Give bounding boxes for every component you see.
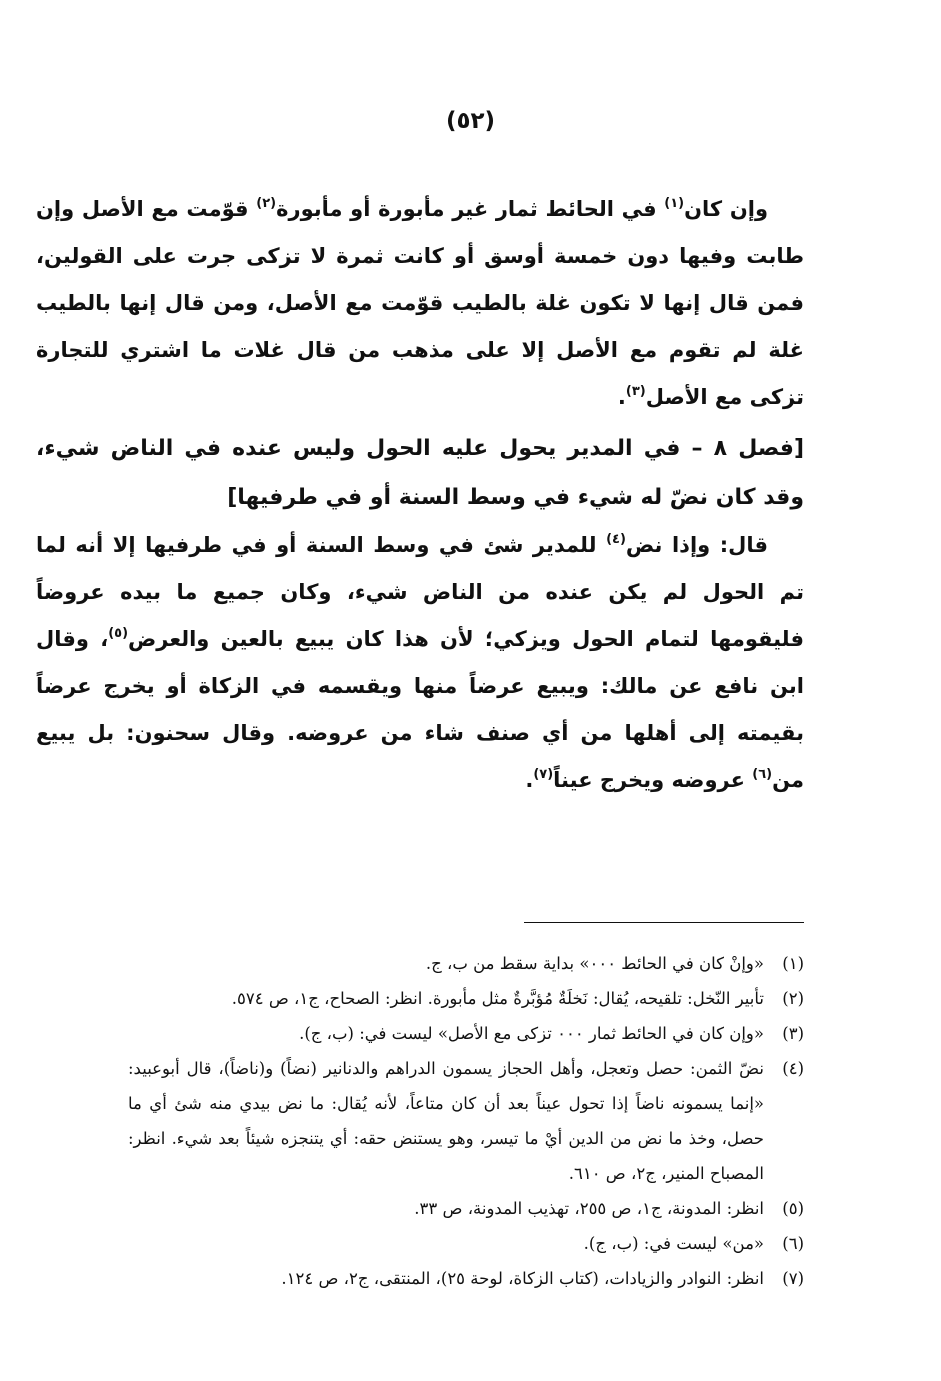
footnote-item [128, 1191, 804, 1226]
footnote-item [128, 1051, 804, 1191]
page-number: (٥٢) [445, 108, 496, 134]
main-text [36, 186, 804, 804]
footnote-item [128, 1016, 804, 1051]
paragraph-2-text: . [525, 768, 534, 792]
footnote-number: (٢) [782, 989, 804, 1008]
footnote-item [128, 1261, 804, 1296]
paragraph-2-text: قال: وإذا نض [625, 533, 768, 557]
footnote-ref-7: (٧) [533, 767, 554, 782]
footnotes [128, 946, 804, 1296]
footnote-ref-2: (٢) [256, 196, 277, 211]
footnote-ref-3: (٣) [625, 384, 646, 399]
footnote-number: (١) [782, 954, 804, 973]
paragraph-2-text: للمدير شئ في وسط السنة أو في طرفيها إلا أنه لما تم الحول لم يكن عنده من الناض شيء، وكان جميع ما بيده عروضاً فليقومها لتمام الحول ويزكي؛ لأن هذا كان يبيع بالعين والعرض [36, 533, 804, 651]
footnote-ref-5: (٥) [108, 626, 129, 641]
footnote-text: نضّ الثمن: حصل وتعجل، وأهل الحجاز يسمون الدراهم والدنانير (نضاً) و(ناضاً)، قال أبوعبيد: «إنما يسمونه ناضاً إذا تحول عيناً بعد أن كان متاعاً، لأنه يُقال: ما نض بيدي منه شئ أي ما حصل، وخذ ما نض من الدين أيْ ما تيسر، وهو يستنض حقه: أي يتنجزه شيئاً بعد شيء. انظر: المصباح المنير، ج٢، ص ٦١٠. [128, 1059, 764, 1183]
footnote-item [128, 1226, 804, 1261]
footnote-divider [524, 922, 804, 923]
footnote-item [128, 946, 804, 981]
footnote-ref-4: (٤) [606, 532, 626, 547]
paragraph-1 [36, 186, 804, 421]
paragraph-2 [36, 522, 804, 804]
footnote-text: «وإن كان في الحائط ثمار ٠٠٠ تزكى مع الأصل» ليست في: (ب، ج). [299, 1024, 764, 1043]
footnote-text: تأبير النّخل: تلقيحه، يُقال: نَخلَةٌ مُؤبَّرةٌ مثل مأبورة. انظر: الصحاح، ج١، ص ٥٧٤. [231, 989, 764, 1008]
footnote-number: (٦) [782, 1234, 804, 1253]
footnote-number: (٥) [782, 1199, 804, 1218]
footnote-item [128, 981, 804, 1016]
footnote-ref-1: (١) [664, 196, 685, 211]
paragraph-1-text: . [617, 385, 626, 409]
footnote-number: (٧) [782, 1269, 804, 1288]
footnote-ref-6: (٦) [752, 767, 773, 782]
footnote-number: (٣) [782, 1024, 804, 1043]
paragraph-1-text: قوّمت مع الأصل وإن طابت وفيها دون خمسة أوسق أو كانت ثمرة لا تزكى جرت على القولين، فمن قال إنها لا تكون غلة بالطيب قوّمت مع الأصل، ومن قال إنها بالطيب غلة لم تقوم مع الأصل إلا على مذهب من قال غلات ما اشتري للتجارة تزكى مع الأصل [36, 197, 804, 409]
footnote-text: انظر: المدونة، ج١، ص ٢٥٥، تهذيب المدونة، ص ٣٣. [414, 1199, 764, 1218]
paragraph-1-text: في الحائط ثمار غير مأبورة أو مأبورة [276, 197, 665, 221]
footnote-text: انظر: النوادر والزيادات، (كتاب الزكاة، لوحة ٢٥)، المنتقى، ج٢، ص ١٢٤. [281, 1269, 764, 1288]
footnote-number: (٤) [782, 1059, 804, 1078]
section-heading: [فصل ٨ – في المدير يحول عليه الحول وليس عنده في الناض شيء، وقد كان نضّ له شيء في وسط السنة أو في طرفيها] [36, 436, 804, 510]
footnote-text: «وإنْ كان في الحائط ٠٠٠» بداية سقط من ب، ج. [425, 954, 764, 973]
footnote-text: «من» ليست في: (ب، ج). [583, 1234, 764, 1253]
paragraph-2-text: عروضه ويخرج عيناً [553, 768, 753, 792]
paragraph-1-text: وإن كان [684, 197, 768, 221]
paragraph-2-text: ، وقال ابن نافع عن مالك: ويبيع عرضاً منها ويقسمه في الزكاة أو يخرج عرضاً بقيمته إلى أهلها من أي صنف شاء من عروضه. وقال سحنون: بل يبيع من [36, 627, 804, 792]
